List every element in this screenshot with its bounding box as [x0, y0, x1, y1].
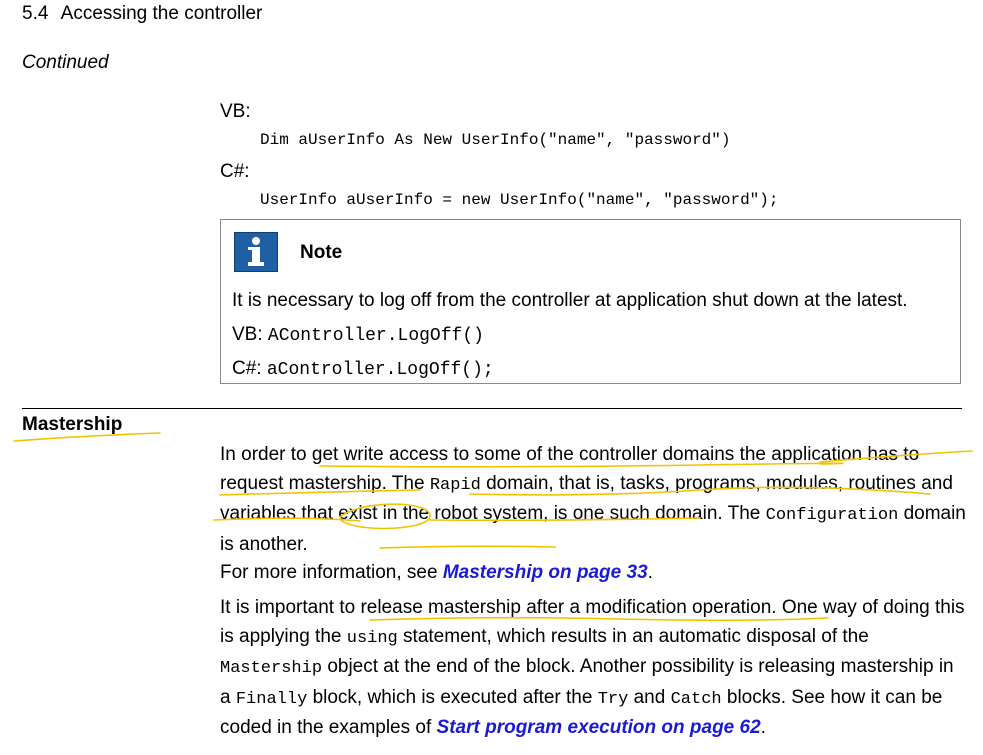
paragraph-more-info	[220, 559, 968, 588]
p3-text-a: It is important to release mastership after a modification operation. One way of doing this is applying the	[220, 597, 965, 647]
p3-text-f: blocks. See how it can be coded in the examples of	[220, 686, 943, 738]
section-header	[22, 3, 262, 25]
paragraph-release-mastership	[220, 594, 968, 743]
note-text: It is necessary to log off from the controller at application shut down at the latest.	[232, 290, 908, 311]
continued-label: Continued	[22, 52, 109, 73]
cs-label: C#:	[220, 161, 250, 182]
mastership-heading: Mastership	[22, 414, 123, 435]
note-cs-label: C#:	[232, 358, 262, 379]
code-rapid: Rapid	[429, 475, 481, 495]
note-vb-label: VB:	[232, 324, 263, 345]
vb-label: VB:	[220, 101, 251, 122]
code-mastership: Mastership	[220, 659, 323, 678]
code-configuration: Configuration	[765, 506, 899, 525]
p1-text-c: domain is another.	[220, 503, 966, 555]
note-cs-line	[232, 358, 494, 380]
p3-text-c: object at the end of the block. Another possibility is releasing mastership in a	[220, 656, 954, 708]
p3-text-d: block, which is executed after the	[312, 686, 593, 708]
link-start-program-page[interactable]: Start program execution on page 62	[436, 717, 761, 738]
section-number: 5.4	[22, 3, 49, 24]
paragraph-mastership-intro	[220, 441, 968, 559]
code-try: Try	[597, 689, 629, 709]
link-mastership-page[interactable]: Mastership on page 33	[442, 562, 648, 583]
note-vb-line	[232, 324, 484, 346]
p2-text-a: For more information, see	[220, 562, 438, 583]
p1-text-b: domain, that is, tasks, programs, modules, routines and variables that exist in the robot system, is one such domain. The	[220, 472, 953, 524]
cs-code-line: UserInfo aUserInfo = new UserInfo("name", "password");	[260, 191, 779, 209]
p1-text-a: In order to get write access to some of the controller domains the application has to request mastership. The	[220, 444, 920, 494]
note-box	[220, 219, 961, 384]
p2-text-b: .	[647, 562, 653, 583]
p3-text-g: .	[760, 717, 766, 738]
note-title: Note	[300, 242, 343, 263]
section-divider	[22, 408, 962, 409]
note-vb-code: AController.LogOff()	[267, 326, 484, 346]
p3-text-e: and	[633, 686, 666, 708]
code-finally: Finally	[235, 689, 308, 709]
vb-code-line: Dim aUserInfo As New UserInfo("name", "password")	[260, 131, 731, 149]
code-using: using	[346, 628, 398, 648]
info-icon	[234, 232, 278, 272]
code-catch: Catch	[670, 689, 722, 709]
note-cs-code: aController.LogOff();	[266, 360, 494, 380]
section-title: Accessing the controller	[60, 3, 263, 24]
p3-text-b: statement, which results in an automatic disposal of the	[403, 625, 869, 647]
